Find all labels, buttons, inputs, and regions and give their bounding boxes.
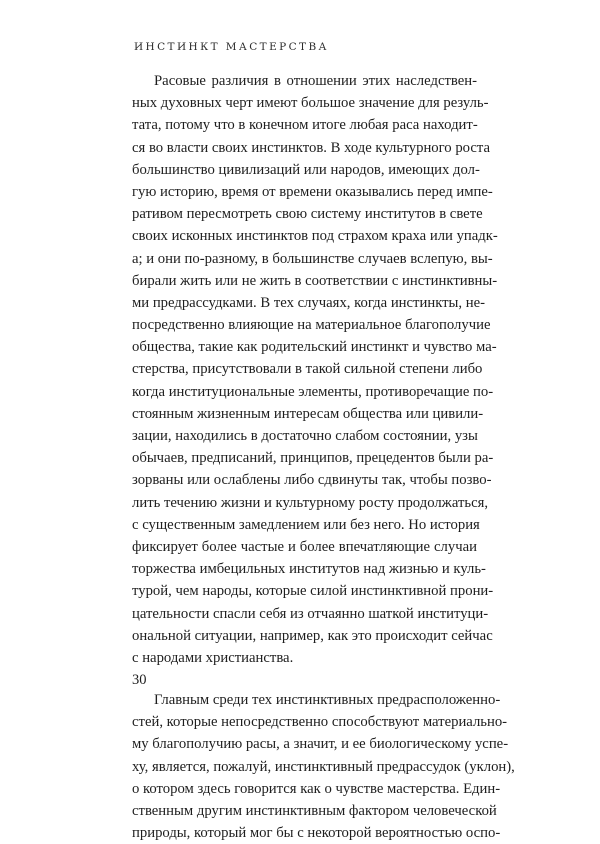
text-line: тата, потому что в конечном итоге любая раса находит- [132,117,478,134]
running-head: ИНСТИНКТ МАСТЕРСТВА [134,41,329,53]
text-line: бирали жить или не жить в соответствии с инстинктивны- [132,272,498,289]
text-line: Расовые различия в отношении этих наследствен- [154,73,477,89]
text-line: Главным среди тех инстинктивных предрасположенно- [154,692,501,709]
page-number: 30 [132,672,147,688]
text-line: торжества имбецильных институтов над жизнью и куль- [132,561,486,578]
text-line: стей, которые непосредственно способствуют материально- [132,714,508,731]
text-line: общества, такие как родительский инстинкт и чувство ма- [132,339,497,356]
text-line: ональной ситуации, например, как это происходит сейчас [132,627,493,644]
text-line: фиксирует более частые и более впечатляющие случаи [132,538,477,555]
text-line: ственным другим инстинктивным фактором человеческой [132,803,497,819]
body-text [132,70,515,844]
text-line: своих исконных инстинктов под страхом краха или упадк- [132,228,498,245]
text-line: обычаев, предписаний, принципов, прецедентов были ра- [132,450,494,467]
text-line: стоянным жизненным интересам общества или цивили- [132,405,484,422]
text-line: о котором здесь говорится как о чувстве мастерства. Един- [132,780,501,797]
text-line: цательности спасли себя из отчаянно шаткой институци- [132,605,489,622]
text-line: когда институциональные элементы, противоречащие по- [132,383,494,400]
text-line: гую историю, время от времени оказывались перед импе- [132,183,493,200]
text-line: турой, чем народы, которые силой инстинктивной прони- [132,583,494,600]
text-line: с народами христианства. [132,649,294,666]
text-line: ных духовных черт имеют большое значение для резуль- [132,95,489,112]
text-line: посредственно влияющие на материальное благополучие [132,317,491,334]
text-line: зации, находились в достаточно слабом состоянии, узы [132,428,478,444]
text-line: ся во власти своих инстинктов. В ходе культурного роста [132,139,491,156]
text-line: зорваны или ослаблены либо сдвинуты так, чтобы позво- [132,472,492,489]
paragraph-2 [132,689,515,844]
paragraph-gap [132,669,477,689]
text-line: лить течению жизни и культурному росту продолжаться, [132,494,489,511]
text-line: ху, является, пожалуй, инстинктивный предрассудок (уклон), [132,758,515,775]
text-line: а; и они по-разному, в большинстве случаев вслепую, вы- [132,250,493,267]
text-line: природы, который мог бы с некоторой вероятностью оспо- [132,825,501,842]
text-line: стерства, присутствовали в такой сильной степени либо [132,361,483,378]
text-line: ративом пересмотреть свою систему институтов в свете [132,206,483,223]
text-line: большинство цивилизаций или народов, имеющих дол- [132,161,480,178]
text-line: ми предрассудками. В тех случаях, когда инстинкты, не- [132,294,486,311]
text-line: му благополучию расы, а значит, и ее биологическому успе- [132,736,509,753]
paragraph-1 [132,70,498,669]
text-line: с существенным замедлением или без него. Но история [132,516,480,533]
